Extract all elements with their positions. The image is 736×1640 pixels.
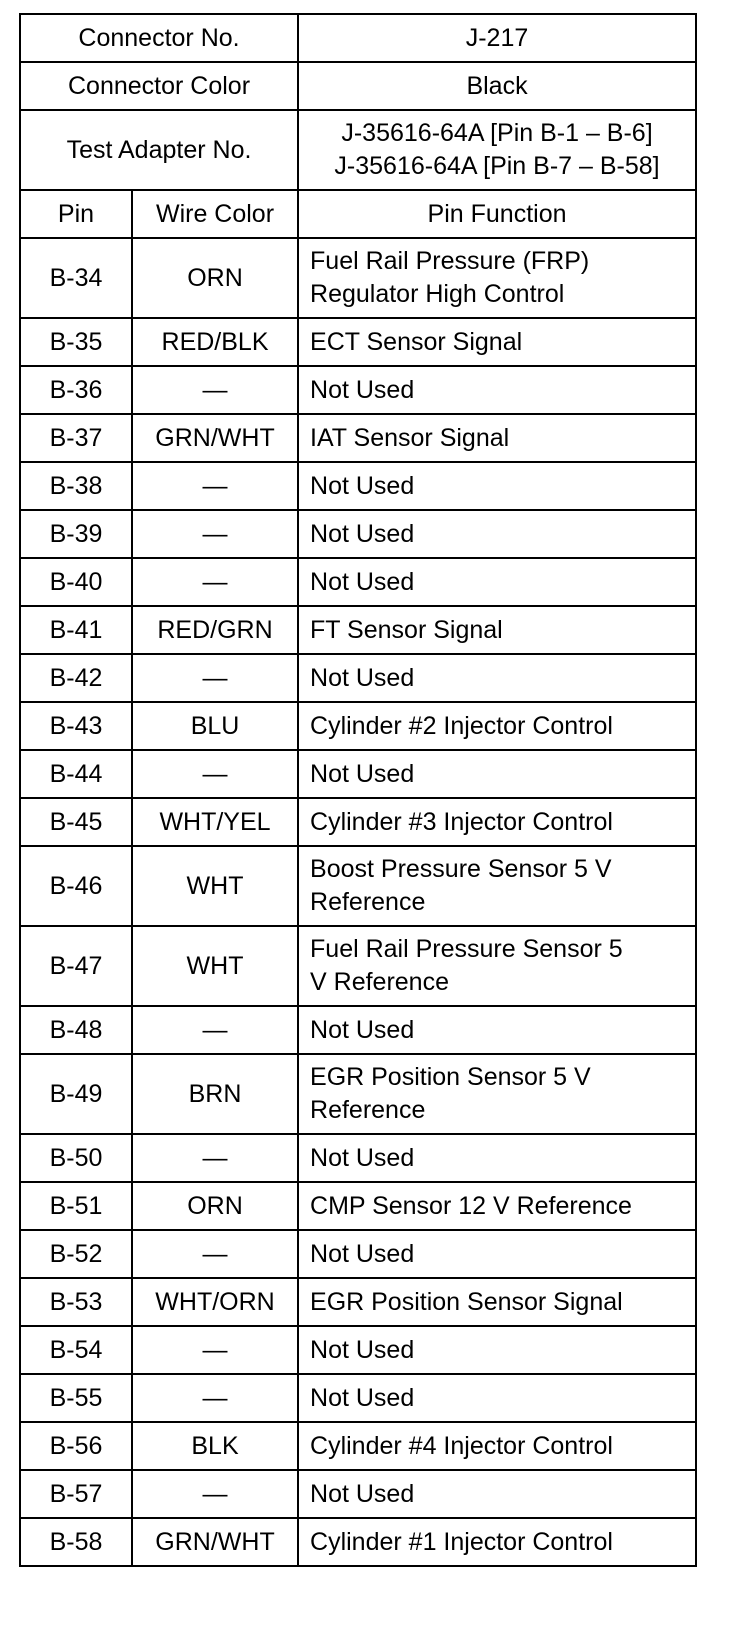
pin-function-cell: Cylinder #4 Injector Control bbox=[298, 1422, 696, 1470]
table-row bbox=[20, 702, 696, 750]
table-row bbox=[20, 1326, 696, 1374]
wire-color-cell: WHT bbox=[132, 846, 298, 926]
table-row bbox=[20, 462, 696, 510]
pin-function-cell: Not Used bbox=[298, 1006, 696, 1054]
pin-function-cell bbox=[298, 1054, 696, 1134]
wire-color-cell: — bbox=[132, 510, 298, 558]
table-row bbox=[20, 606, 696, 654]
pin-cell: B-57 bbox=[20, 1470, 132, 1518]
table-row bbox=[20, 238, 696, 318]
pin-function-line-2: V Reference bbox=[310, 968, 449, 996]
table-row bbox=[20, 1422, 696, 1470]
pin-cell: B-55 bbox=[20, 1374, 132, 1422]
connector-color-row bbox=[20, 62, 696, 110]
pin-function-cell bbox=[298, 926, 696, 1006]
table-row bbox=[20, 1006, 696, 1054]
pin-function-line-2: Regulator High Control bbox=[310, 280, 565, 308]
column-header-pin-function: Pin Function bbox=[298, 190, 696, 238]
pin-function-cell: Not Used bbox=[298, 510, 696, 558]
pin-cell: B-50 bbox=[20, 1134, 132, 1182]
table-row bbox=[20, 366, 696, 414]
pin-function-line-2: Reference bbox=[310, 1096, 426, 1124]
wire-color-cell: — bbox=[132, 1006, 298, 1054]
connector-no-value: J-217 bbox=[298, 14, 696, 62]
pin-cell: B-49 bbox=[20, 1054, 132, 1134]
pin-cell: B-38 bbox=[20, 462, 132, 510]
pin-function-cell: Not Used bbox=[298, 558, 696, 606]
test-adapter-line-2: J-35616-64A [Pin B-7 – B-58] bbox=[334, 152, 660, 180]
table-row bbox=[20, 750, 696, 798]
wire-color-cell: WHT/YEL bbox=[132, 798, 298, 846]
table-row bbox=[20, 1470, 696, 1518]
wire-color-cell: — bbox=[132, 366, 298, 414]
connector-no-row bbox=[20, 14, 696, 62]
wire-color-cell: BLU bbox=[132, 702, 298, 750]
wire-color-cell: — bbox=[132, 558, 298, 606]
test-adapter-row bbox=[20, 110, 696, 190]
pin-function-cell: FT Sensor Signal bbox=[298, 606, 696, 654]
table-row bbox=[20, 318, 696, 366]
pin-cell: B-53 bbox=[20, 1278, 132, 1326]
pin-cell: B-39 bbox=[20, 510, 132, 558]
pin-cell: B-58 bbox=[20, 1518, 132, 1566]
wire-color-cell: ORN bbox=[132, 238, 298, 318]
connector-color-value: Black bbox=[298, 62, 696, 110]
pin-function-line-1: Fuel Rail Pressure Sensor 5 bbox=[310, 935, 623, 963]
table-row bbox=[20, 558, 696, 606]
wire-color-cell: GRN/WHT bbox=[132, 414, 298, 462]
table-row bbox=[20, 1374, 696, 1422]
pin-function-cell: Not Used bbox=[298, 1470, 696, 1518]
pin-function-cell bbox=[298, 238, 696, 318]
pin-function-line-2: Reference bbox=[310, 888, 426, 916]
wire-color-cell: RED/BLK bbox=[132, 318, 298, 366]
wire-color-cell: — bbox=[132, 1134, 298, 1182]
connector-no-label: Connector No. bbox=[20, 14, 298, 62]
wire-color-cell: WHT bbox=[132, 926, 298, 1006]
pin-function-cell: Not Used bbox=[298, 366, 696, 414]
pin-function-line-1: EGR Position Sensor 5 V bbox=[310, 1063, 591, 1091]
wire-color-cell: BLK bbox=[132, 1422, 298, 1470]
pin-cell: B-54 bbox=[20, 1326, 132, 1374]
pin-cell: B-43 bbox=[20, 702, 132, 750]
table-row bbox=[20, 654, 696, 702]
pin-function-line-1: Fuel Rail Pressure (FRP) bbox=[310, 247, 590, 275]
wire-color-cell: — bbox=[132, 750, 298, 798]
pin-function-cell: CMP Sensor 12 V Reference bbox=[298, 1182, 696, 1230]
table-row bbox=[20, 1278, 696, 1326]
table-row bbox=[20, 1134, 696, 1182]
connector-pinout-table bbox=[19, 13, 697, 1567]
pin-cell: B-45 bbox=[20, 798, 132, 846]
pin-cell: B-47 bbox=[20, 926, 132, 1006]
pin-cell: B-36 bbox=[20, 366, 132, 414]
pin-function-cell: IAT Sensor Signal bbox=[298, 414, 696, 462]
pin-function-cell: Not Used bbox=[298, 750, 696, 798]
wire-color-cell: — bbox=[132, 462, 298, 510]
wire-color-cell: — bbox=[132, 654, 298, 702]
pin-function-cell: Cylinder #3 Injector Control bbox=[298, 798, 696, 846]
pin-function-cell: Cylinder #1 Injector Control bbox=[298, 1518, 696, 1566]
test-adapter-value bbox=[298, 110, 696, 190]
pin-function-cell bbox=[298, 846, 696, 926]
pin-function-cell: ECT Sensor Signal bbox=[298, 318, 696, 366]
test-adapter-line-1: J-35616-64A [Pin B-1 – B-6] bbox=[341, 119, 653, 147]
wire-color-cell: ORN bbox=[132, 1182, 298, 1230]
wire-color-cell: — bbox=[132, 1470, 298, 1518]
column-header-pin: Pin bbox=[20, 190, 132, 238]
pin-cell: B-52 bbox=[20, 1230, 132, 1278]
table-row bbox=[20, 1518, 696, 1566]
wire-color-cell: WHT/ORN bbox=[132, 1278, 298, 1326]
wire-color-cell: GRN/WHT bbox=[132, 1518, 298, 1566]
pin-cell: B-37 bbox=[20, 414, 132, 462]
pin-function-cell: EGR Position Sensor Signal bbox=[298, 1278, 696, 1326]
table-row bbox=[20, 414, 696, 462]
connector-color-label: Connector Color bbox=[20, 62, 298, 110]
pin-function-line-1: Boost Pressure Sensor 5 V bbox=[310, 855, 612, 883]
pin-cell: B-44 bbox=[20, 750, 132, 798]
table-row bbox=[20, 926, 696, 1006]
test-adapter-label: Test Adapter No. bbox=[20, 110, 298, 190]
wire-color-cell: — bbox=[132, 1230, 298, 1278]
wire-color-cell: — bbox=[132, 1374, 298, 1422]
wire-color-cell: — bbox=[132, 1326, 298, 1374]
pin-function-cell: Not Used bbox=[298, 1230, 696, 1278]
table-row bbox=[20, 846, 696, 926]
pin-cell: B-51 bbox=[20, 1182, 132, 1230]
pin-function-cell: Not Used bbox=[298, 654, 696, 702]
column-header-wire-color: Wire Color bbox=[132, 190, 298, 238]
table-row bbox=[20, 1182, 696, 1230]
wire-color-cell: RED/GRN bbox=[132, 606, 298, 654]
pin-cell: B-48 bbox=[20, 1006, 132, 1054]
pin-cell: B-35 bbox=[20, 318, 132, 366]
pin-function-cell: Not Used bbox=[298, 1374, 696, 1422]
pin-cell: B-56 bbox=[20, 1422, 132, 1470]
pin-function-cell: Not Used bbox=[298, 1134, 696, 1182]
wire-color-cell: BRN bbox=[132, 1054, 298, 1134]
pin-function-cell: Cylinder #2 Injector Control bbox=[298, 702, 696, 750]
pin-function-cell: Not Used bbox=[298, 462, 696, 510]
pin-function-cell: Not Used bbox=[298, 1326, 696, 1374]
pin-cell: B-42 bbox=[20, 654, 132, 702]
pin-cell: B-46 bbox=[20, 846, 132, 926]
table-row bbox=[20, 510, 696, 558]
column-header-row bbox=[20, 190, 696, 238]
pin-cell: B-41 bbox=[20, 606, 132, 654]
table-row bbox=[20, 1230, 696, 1278]
table-row bbox=[20, 798, 696, 846]
pin-cell: B-40 bbox=[20, 558, 132, 606]
pin-cell: B-34 bbox=[20, 238, 132, 318]
table-row bbox=[20, 1054, 696, 1134]
